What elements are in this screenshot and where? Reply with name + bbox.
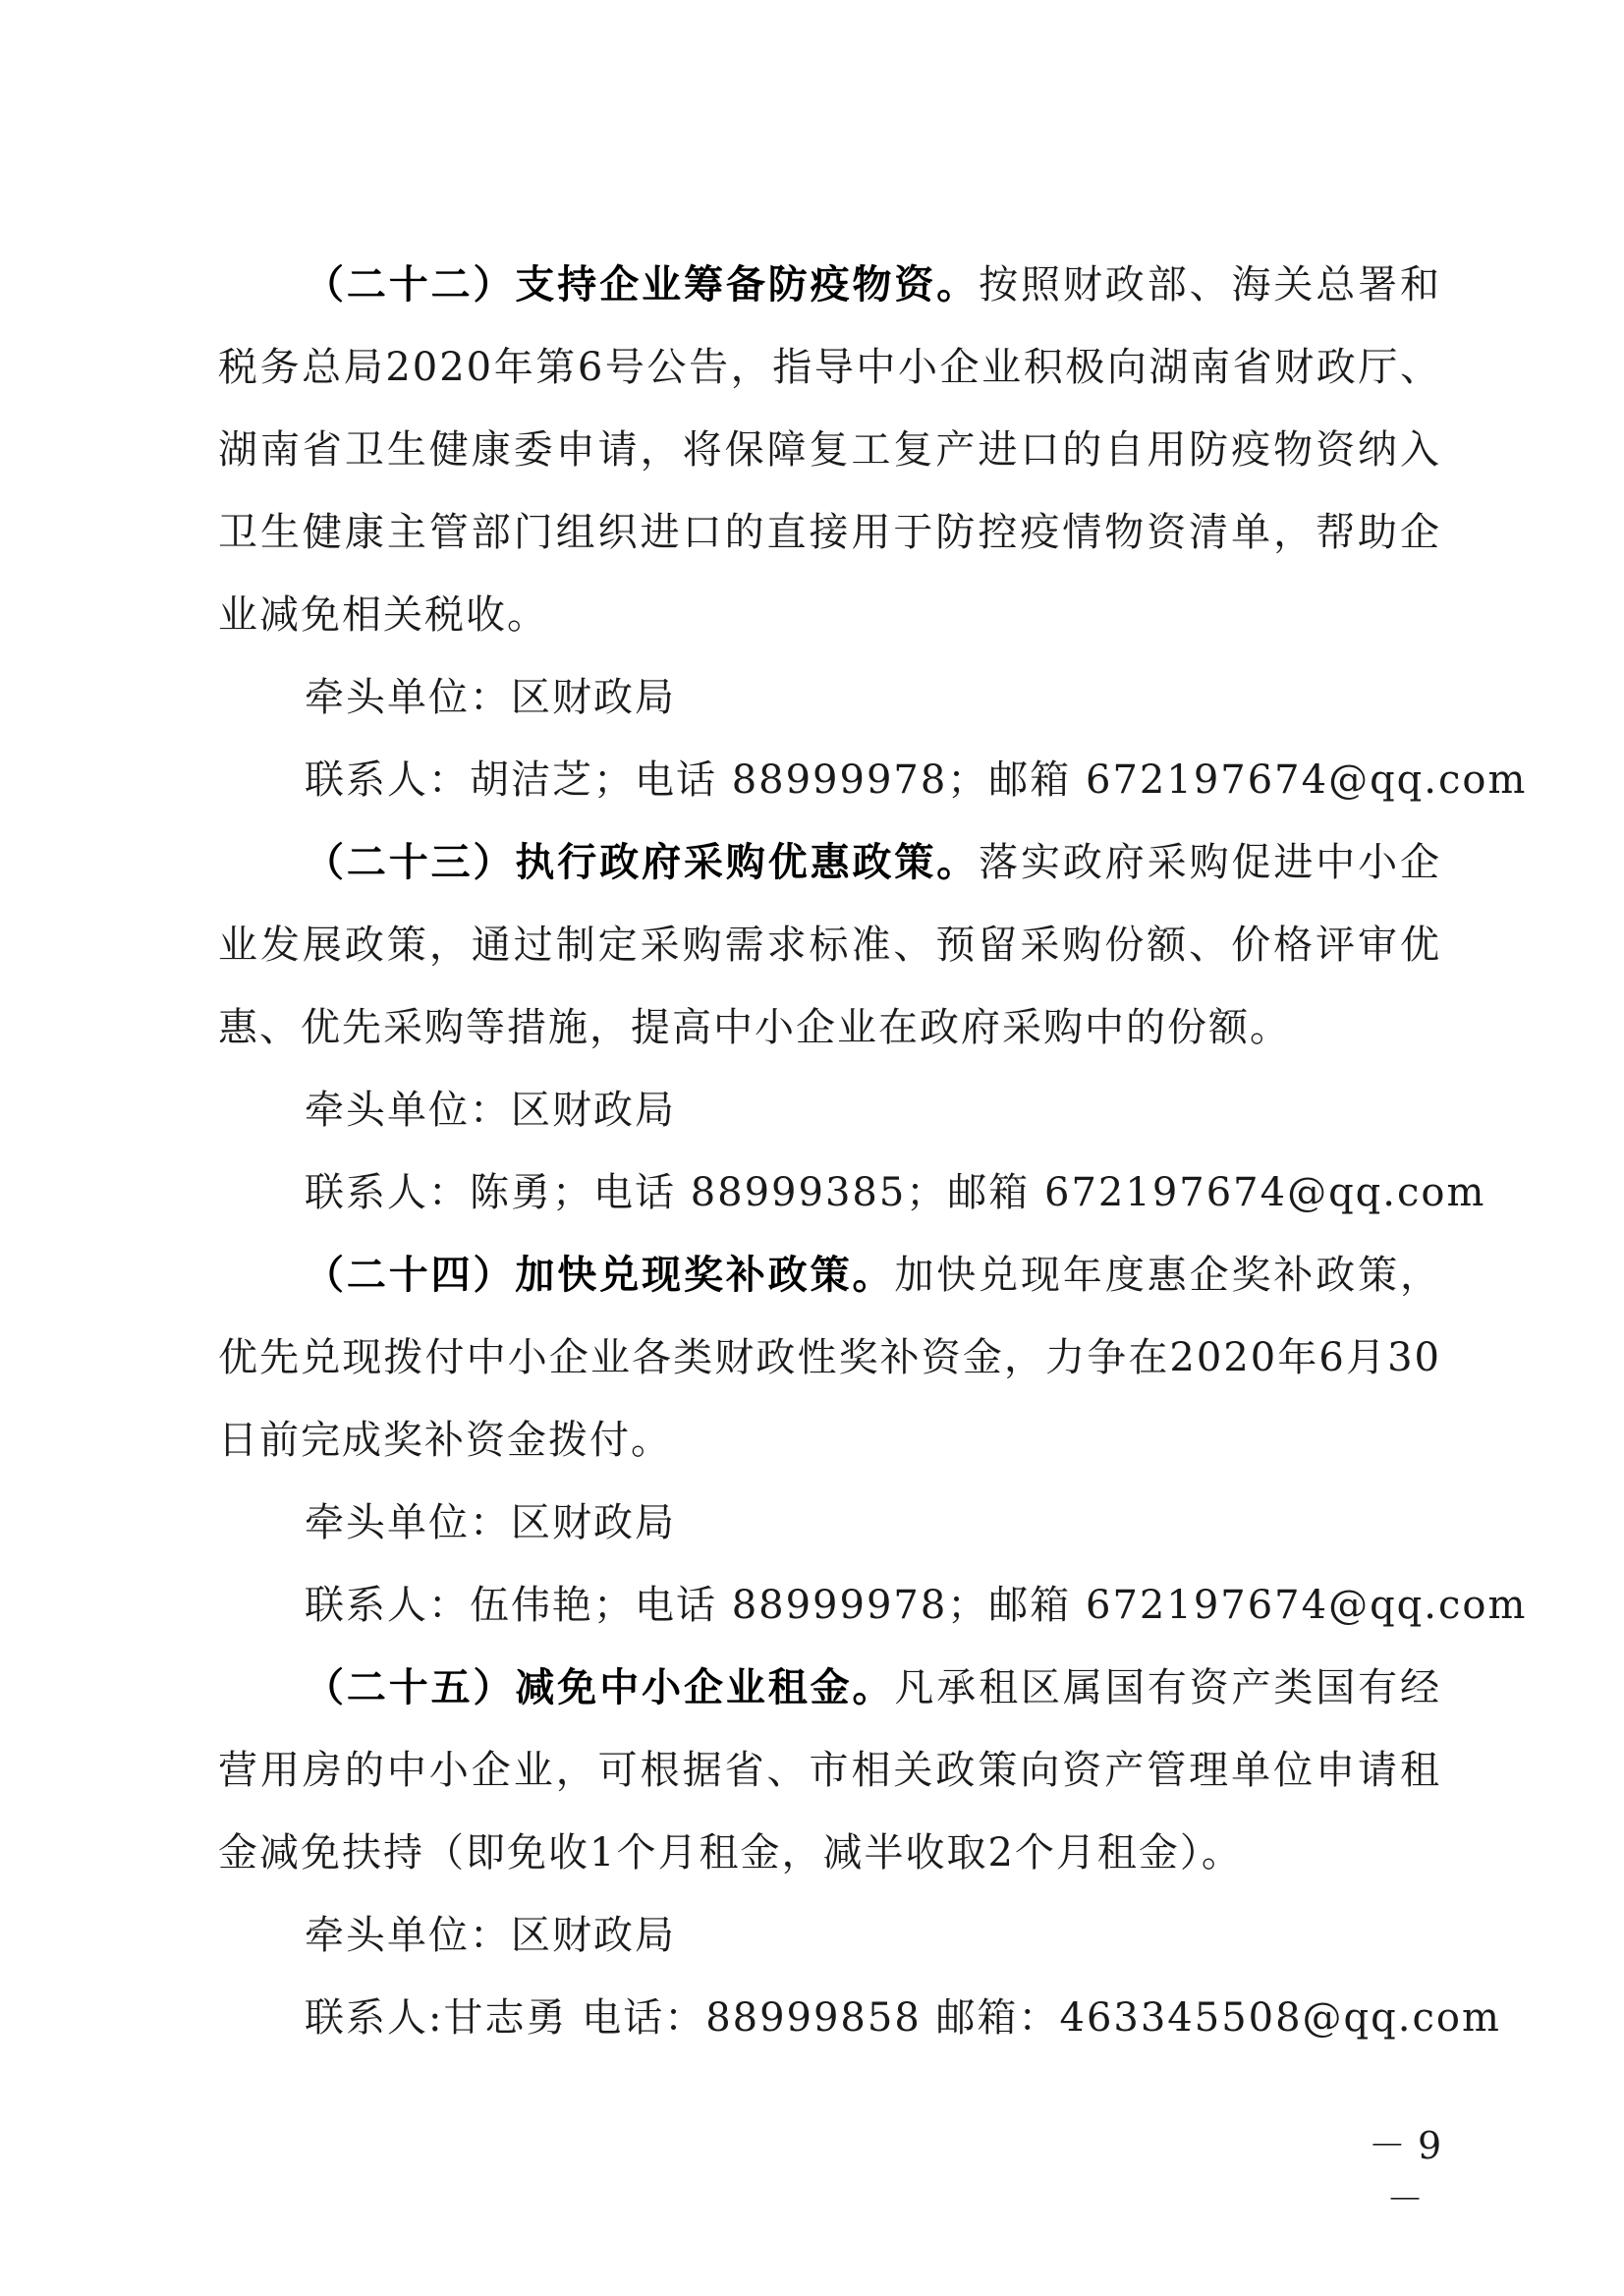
section-24-heading: （二十四）加快兑现奖补政策。 [305,1252,895,1298]
section-25-heading: （二十五）减免中小企业租金。 [305,1664,895,1710]
section-23-heading: （二十三）执行政府采购优惠政策。 [305,839,980,885]
section-22-paragraph [218,244,1441,656]
section-22-contact: 联系人：胡洁芝；电话 88999978；邮箱 672197674@qq.com [305,757,1528,803]
section-24-body: 加快兑现年度惠企奖补政策，优先兑现拨付中小企业各类财政性奖补资金，力争在2020年6月30日前完成奖补资金拨付。 [218,1253,1442,1463]
document-body [218,244,1528,2059]
section-23-body: 落实政府采购促进中小企业发展政策，通过制定采购需求标准、预留采购份额、价格评审优惠、优先采购等措施，提高中小企业在政府采购中的份额。 [218,840,1442,1050]
page-number: － 9 － [1368,2124,1442,2221]
section-22-lead-unit: 牵头单位：区财政局 [305,675,676,720]
section-25-body: 凡承租区属国有资产类国有经营用房的中小企业，可根据省、市相关政策向资产管理单位申请租金减免扶持（即免收1个月租金，减半收取2个月租金）。 [218,1665,1442,1876]
section-24-lead-unit: 牵头单位：区财政局 [305,1500,676,1545]
section-23-contact: 联系人：陈勇；电话 88999385；邮箱 672197674@qq.com [305,1170,1486,1215]
section-24-contact: 联系人：伍伟艳；电话 88999978；邮箱 672197674@qq.com [305,1583,1528,1628]
section-24-paragraph [218,1234,1441,1482]
section-25-lead-unit: 牵头单位：区财政局 [305,1913,676,1958]
section-23-lead-unit: 牵头单位：区财政局 [305,1088,676,1133]
section-22-heading: （二十二）支持企业筹备防疫物资。 [305,261,980,308]
section-25-paragraph [218,1647,1441,1894]
section-25-contact: 联系人:甘志勇 电话：88999858 邮箱：463345508@qq.com [305,1995,1501,2041]
section-23-paragraph [218,821,1441,1069]
section-22-body: 按照财政部、海关总署和税务总局2020年第6号公告，指导中小企业积极向湖南省财政厅、湖南省卫生健康委申请，将保障复工复产进口的自用防疫物资纳入卫生健康主管部门组织进口的直接用于防控疫情物资清单，帮助企业减免相关税收。 [218,262,1442,638]
